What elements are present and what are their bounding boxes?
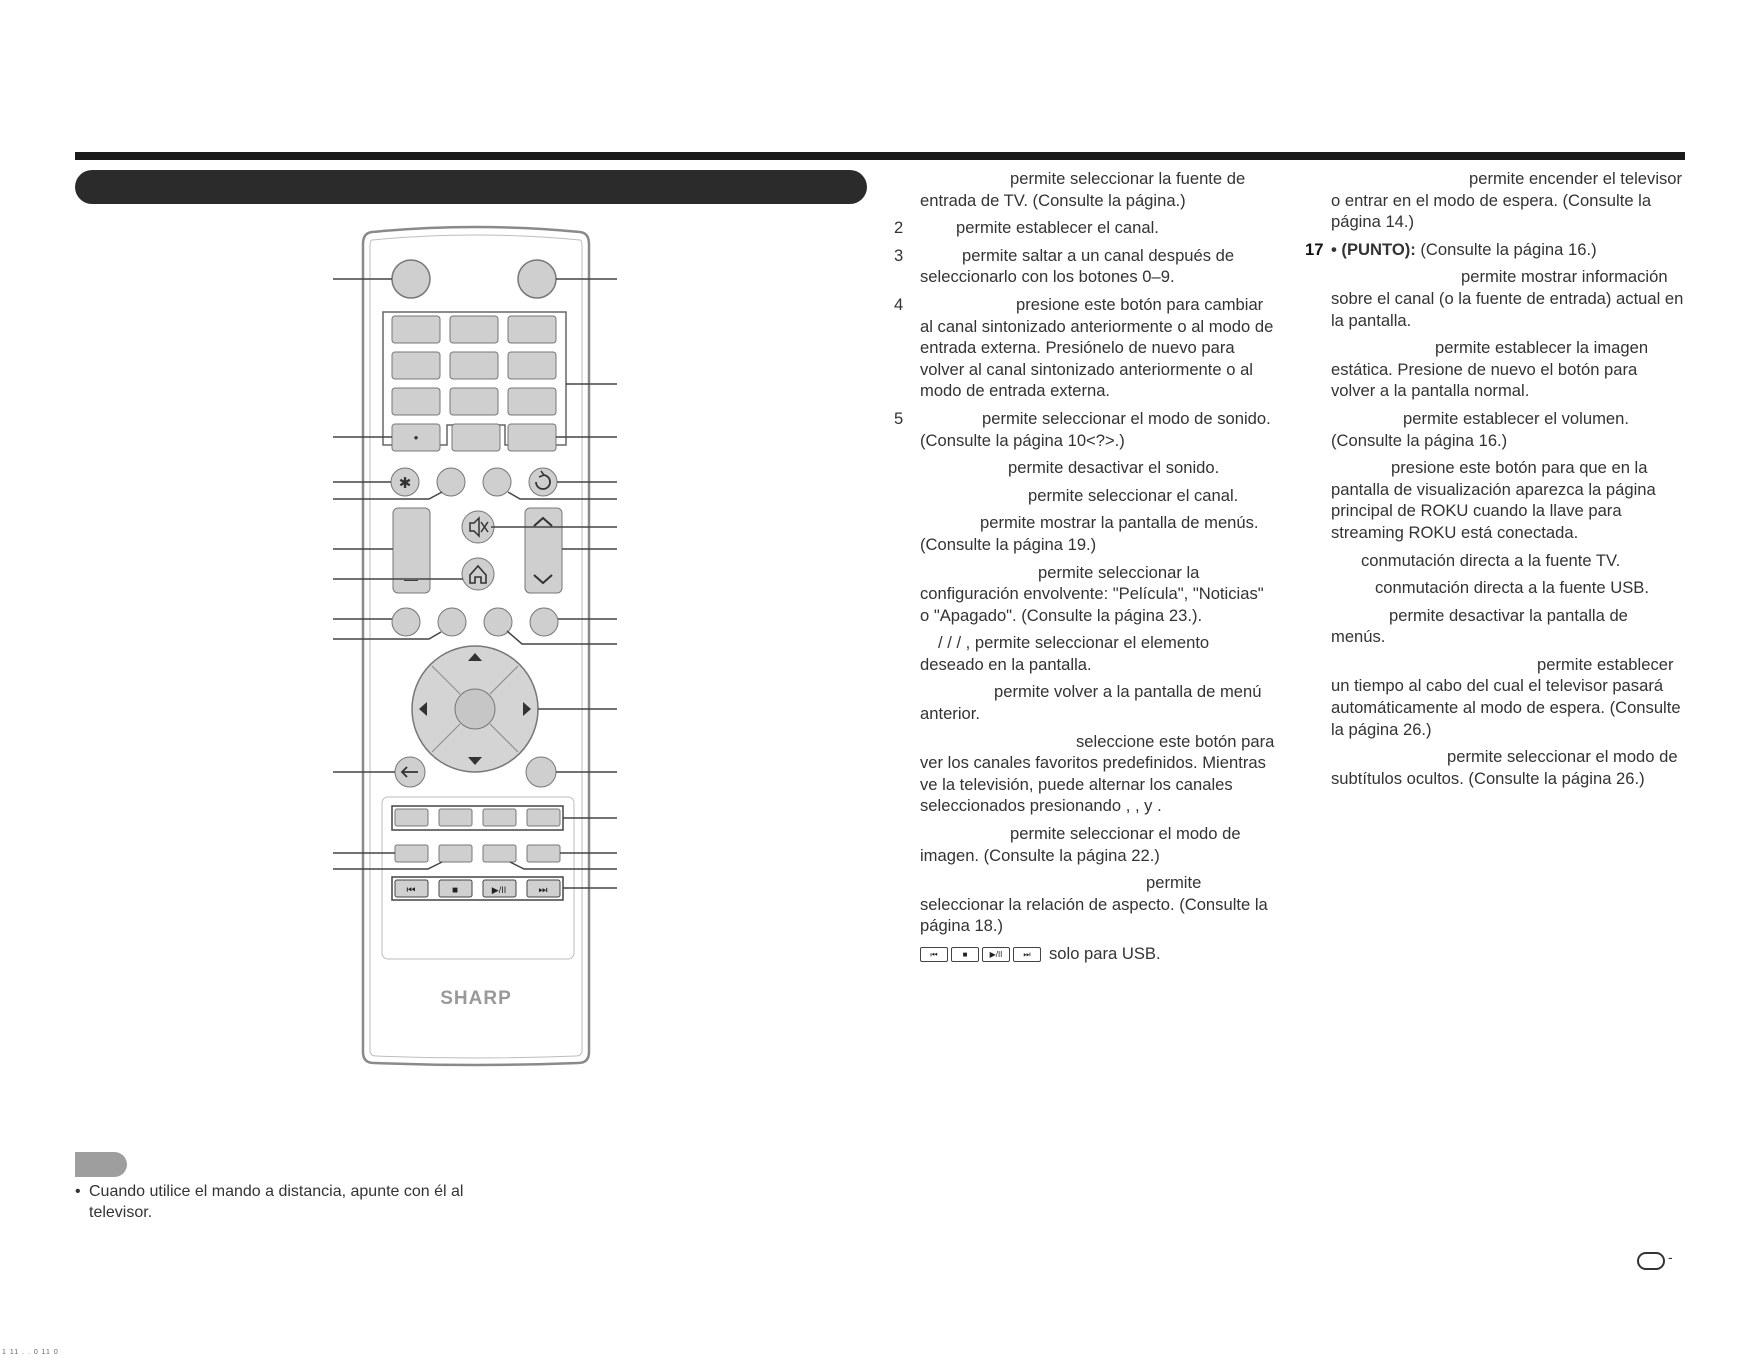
function-key: [483, 845, 516, 862]
description-entry-cc: permite seleccionar el modo de subtítulos ocultos. (Consulte la página 26.): [1331, 747, 1678, 788]
description-entry-channel: permite seleccionar el canal.: [1028, 485, 1239, 505]
description-entry-exit: permite desactivar la pantalla de menús.: [1331, 605, 1628, 647]
stop-icon: ■: [951, 947, 979, 962]
number-key: [392, 352, 440, 379]
description-column-right: [1305, 168, 1686, 795]
remote-illustration: [0, 0, 900, 1100]
description-entry-back: permite volver a la pantalla de menú anterior.: [920, 682, 1262, 724]
description-entry-input: permite seleccionar la fuente de entrada de TV. (Consulte la página.): [920, 169, 1246, 210]
svg-text:—: —: [404, 571, 418, 587]
svg-text:⏭: ⏭: [538, 885, 548, 896]
function-key: [439, 845, 472, 862]
favorite-key: [439, 809, 472, 826]
description-entry-aspect: permite seleccionar la relación de aspecto. (Consulte la página 18.): [920, 873, 1268, 936]
flashback-key: [508, 424, 556, 451]
prev-track-icon: ⏮: [920, 947, 948, 962]
favorite-key: [395, 809, 428, 826]
description-entry-usb-source: conmutación directa a la fuente USB.: [1375, 578, 1649, 598]
description-entry-favorite: seleccione este botón para ver los canales favoritos predefinidos. Mientras ve la televisión, puede alternar los canales seleccionados presionando , , y .: [920, 731, 1275, 816]
description-entry-tv: conmutación directa a la fuente TV.: [1361, 550, 1621, 570]
input-button: [392, 260, 430, 298]
svg-text:▶/II: ▶/II: [491, 885, 507, 895]
description-entry-picture: permite seleccionar el modo de imagen. (Consulte la página 22.): [920, 824, 1241, 865]
dot-key-label: •: [413, 430, 419, 445]
description-entry-17: 17 • (PUNTO): (Consulte la página 16.): [1305, 239, 1597, 259]
number-key: [450, 352, 498, 379]
description-column-middle: [894, 168, 1275, 971]
menu-button: [392, 608, 420, 636]
svg-text:⏮: ⏮: [406, 885, 416, 896]
play-pause-icon: ▶/II: [982, 947, 1010, 962]
description-entry-5: 5 permite seleccionar el modo de sonido. (Consulte la página 10<?>.): [894, 408, 1271, 450]
flashback-button: [529, 468, 557, 496]
description-entry-2: 2 permite establecer el canal.: [894, 218, 1159, 238]
next-track-icon: ⏭: [1013, 947, 1041, 962]
number-key: [450, 316, 498, 343]
exit-button: [526, 757, 556, 787]
description-entry-freeze: permite establecer la imagen estática. Presione de nuevo el botón para volver a la pantalla normal.: [1331, 338, 1649, 401]
mute-button: [462, 511, 494, 543]
svg-text:✱: ✱: [398, 475, 412, 492]
print-code: 1 11 . . 0 11 0: [2, 1349, 59, 1356]
favorite-key: [527, 809, 560, 826]
note-text: Cuando utilice el mando a distancia, apunte con él al televisor.: [89, 1183, 464, 1221]
note-badge: [75, 1152, 127, 1177]
description-entry-home: presione este botón para que en la pantalla de visualización aparezca la página principal de ROKU cuando la llave para streaming ROKU está conectada.: [1331, 458, 1656, 542]
number-key: [450, 388, 498, 415]
mute-left-button: [483, 468, 511, 496]
number-key: [508, 388, 556, 415]
number-key: [508, 352, 556, 379]
description-entry-3: 3 permite saltar a un canal después de seleccionarlo con los botones 0–9.: [894, 245, 1235, 287]
note: [75, 1181, 495, 1223]
description-entry-arrows: / / / , permite seleccionar el elemento deseado en la pantalla.: [920, 633, 1210, 674]
number-key-zero: [452, 424, 500, 451]
channel-rocker: [525, 508, 562, 593]
number-key: [392, 316, 440, 343]
ok-button: [455, 689, 495, 729]
usb-transport-keys: [920, 947, 1041, 962]
description-entry-mute: permite desactivar el sonido.: [1008, 458, 1220, 478]
description-entry-4: 4 presione este botón para cambiar al canal sintonizado anteriormente o al modo de entrada externa. Presiónelo de nuevo para volver al canal sintonizado anteriormente o al modo de entrada externa.: [894, 294, 1274, 401]
note-bullet: •: [75, 1183, 81, 1200]
description-entry-info: permite mostrar información sobre el canal (o la fuente de entrada) actual en la pantalla.: [1331, 267, 1684, 330]
info-button: [530, 608, 558, 636]
description-entry-power: permite encender el televisor o entrar en el modo de espera. (Consulte la página 14.): [1331, 169, 1683, 232]
function-key: [395, 845, 428, 862]
number-key: [508, 316, 556, 343]
description-entry-sleep: permite establecer un tiempo al cabo del cual el televisor pasará automáticamente al modo de espera. (Consulte la página 26.): [1331, 654, 1681, 739]
page-number-marker: [1637, 1252, 1665, 1270]
surround-button: [438, 608, 466, 636]
favorite-key: [483, 809, 516, 826]
brand-logo: SHARP: [440, 988, 512, 1009]
description-entry-volume: permite establecer el volumen. (Consulte la página 16.): [1331, 408, 1629, 450]
function-key: [527, 845, 560, 862]
power-button: [518, 260, 556, 298]
description-entry-surround: permite seleccionar la configuración envolvente: "Película", "Noticias" o "Apagado". (Consulte la página 23.).: [920, 562, 1264, 625]
home-button: [462, 558, 494, 590]
description-entry-menu: permite mostrar la pantalla de menús. (Consulte la página 19.): [920, 513, 1259, 554]
svg-text:■: ■: [451, 885, 459, 896]
description-entry-usb: ⏮ ■ ▶/II ⏭ solo para USB.: [920, 943, 1275, 965]
page-dash: -: [1668, 1249, 1673, 1265]
number-key: [392, 388, 440, 415]
